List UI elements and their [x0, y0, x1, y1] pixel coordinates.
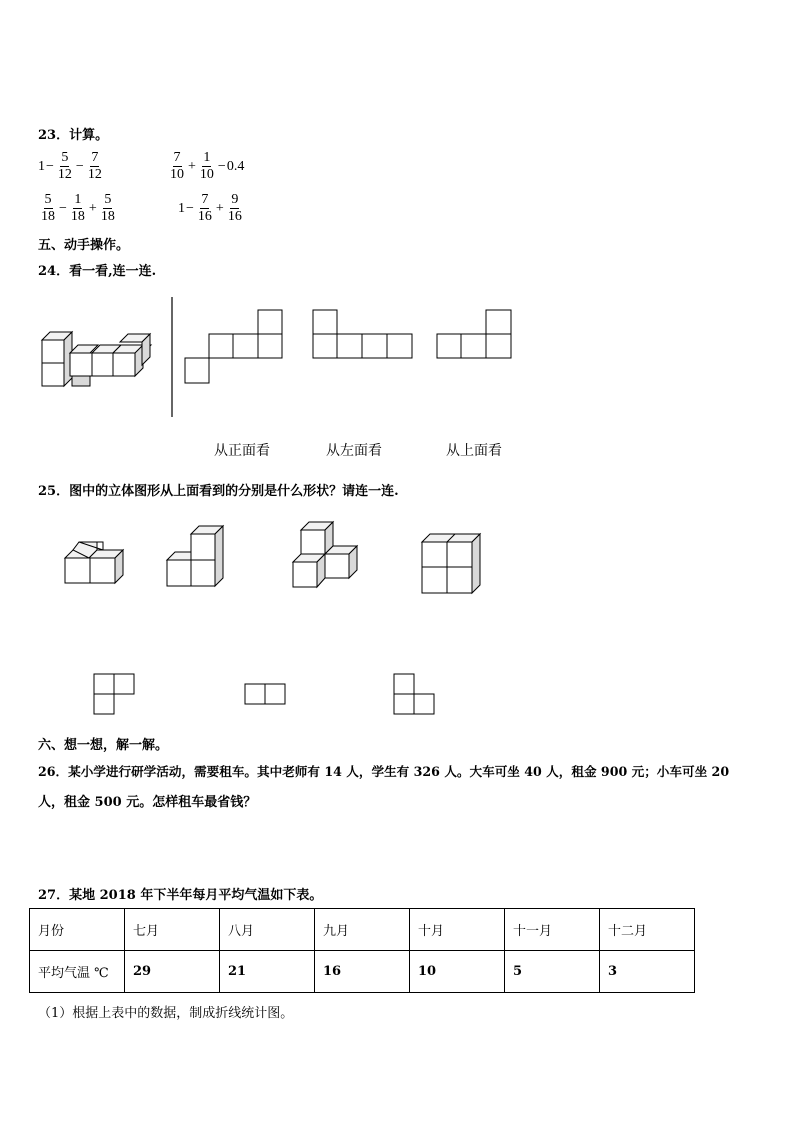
- table-cell: 十月: [410, 909, 505, 951]
- q24-divider-line: [170, 297, 174, 419]
- view-label-top: 从上面看: [446, 443, 502, 459]
- q24-view-option-2: [311, 309, 416, 364]
- denominator: 10: [199, 167, 214, 182]
- fraction: [169, 150, 185, 183]
- denominator: 12: [57, 167, 72, 182]
- operand: 0.4: [226, 158, 245, 174]
- plus-sign: +: [88, 200, 97, 216]
- table-cell: 10: [410, 951, 505, 993]
- numerator: 1: [74, 192, 82, 207]
- table-cell: 3: [600, 951, 695, 993]
- q25-title: 25．图中的立体图形从上面看到的分别是什么形状？请连一连.: [38, 484, 399, 499]
- table-cell: 月份: [30, 909, 125, 951]
- denominator: 18: [41, 209, 55, 224]
- fraction: [40, 192, 56, 225]
- minus-sign: −: [217, 158, 226, 174]
- q27-title: 27．某地 2018 年下半年每月平均气温如下表。: [38, 888, 323, 903]
- view-label-front: 从正面看: [214, 443, 270, 459]
- temperature-table: [29, 908, 695, 993]
- table-row-data: [30, 951, 695, 993]
- table-cell: 5: [505, 951, 600, 993]
- numerator: 5: [44, 192, 52, 207]
- q24-title: 24．看一看,连一连.: [38, 264, 157, 279]
- table-cell: 29: [125, 951, 220, 993]
- table-row-header: [30, 909, 695, 951]
- q25-solid-c: [291, 520, 361, 590]
- q25-solid-b: [165, 523, 230, 593]
- q27-sub-question-1: （1）根据上表中的数据，制成折线统计图。: [38, 1006, 294, 1021]
- table-cell: 平均气温 ℃: [30, 951, 125, 993]
- numerator: 7: [173, 150, 181, 165]
- table-cell: 21: [220, 951, 315, 993]
- operand: 1: [178, 200, 185, 216]
- section-6-heading: 六、想一想，解一解。: [38, 738, 169, 753]
- fraction: [57, 150, 73, 183]
- minus-sign: −: [186, 200, 194, 216]
- numerator: 7: [201, 192, 209, 207]
- q25-solid-d: [420, 532, 485, 597]
- q24-view-option-1: [183, 309, 288, 389]
- table-cell: 16: [315, 951, 410, 993]
- q23-expression-4: [178, 192, 245, 225]
- q24-view-option-3: [435, 309, 515, 364]
- fraction: [199, 150, 215, 183]
- q23-expression-1: [38, 150, 105, 183]
- fraction: [100, 192, 116, 225]
- denominator: 18: [100, 209, 115, 224]
- q25-solid-a: [63, 542, 128, 587]
- q25-top-view-2: [243, 682, 288, 707]
- operand: 1: [38, 158, 45, 174]
- numerator: 7: [91, 150, 99, 165]
- denominator: 18: [70, 209, 85, 224]
- minus-sign: −: [75, 158, 84, 174]
- table-cell: 十一月: [505, 909, 600, 951]
- denominator: 16: [197, 209, 212, 224]
- table-cell: 九月: [315, 909, 410, 951]
- fraction: [227, 192, 243, 225]
- fraction: [87, 150, 103, 183]
- numerator: 5: [104, 192, 112, 207]
- q23-expression-3: [38, 192, 118, 225]
- plus-sign: +: [188, 158, 196, 174]
- fraction: [197, 192, 213, 225]
- plus-sign: +: [215, 200, 224, 216]
- numerator: 1: [203, 150, 211, 165]
- q23-title: 23．计算。: [38, 128, 109, 143]
- q24-solid-figure: [40, 328, 180, 398]
- numerator: 5: [61, 150, 69, 165]
- denominator: 12: [87, 167, 102, 182]
- minus-sign: −: [59, 200, 67, 216]
- q23-expression-2: [167, 150, 244, 183]
- section-5-heading: 五、动手操作。: [38, 238, 130, 253]
- q26-line-1: 26．某小学进行研学活动，需要租车。其中老师有 14 人，学生有 326 人。大车可坐 40 人，租金 900 元；小车可坐 20: [38, 764, 730, 779]
- fraction: [70, 192, 86, 225]
- minus-sign: −: [46, 158, 54, 174]
- denominator: 10: [170, 167, 184, 182]
- view-label-left: 从左面看: [326, 443, 382, 459]
- q25-top-view-1: [92, 672, 137, 717]
- numerator: 9: [231, 192, 239, 207]
- table-cell: 七月: [125, 909, 220, 951]
- table-cell: 十二月: [600, 909, 695, 951]
- denominator: 16: [227, 209, 242, 224]
- q25-top-view-3: [392, 672, 437, 717]
- q26-line-2: 人，租金 500 元。怎样租车最省钱？: [38, 795, 257, 810]
- table-cell: 八月: [220, 909, 315, 951]
